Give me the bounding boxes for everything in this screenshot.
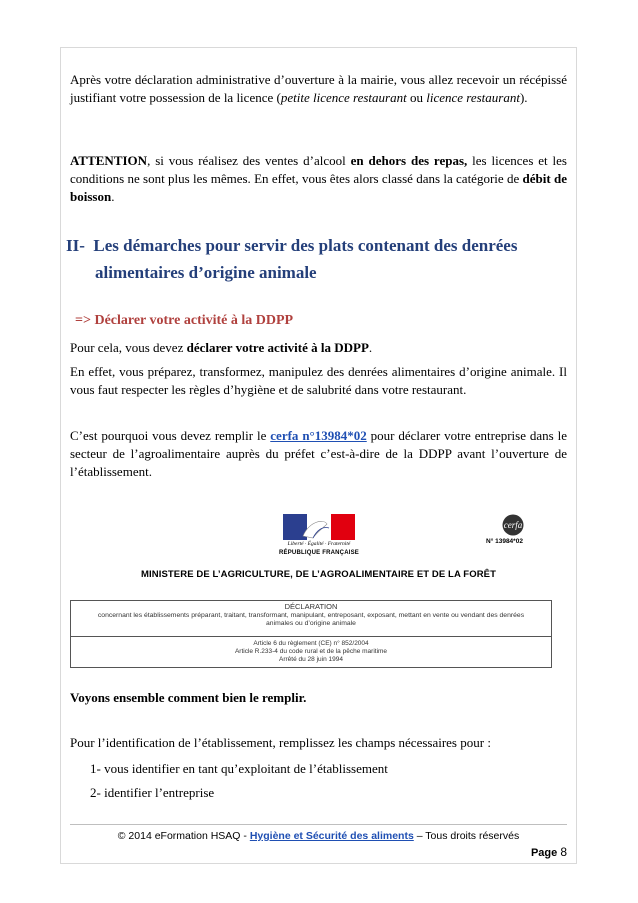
cerfa-logo-text: cerfa (503, 520, 523, 530)
footer-link[interactable]: Hygiène et Sécurité des aliments (249, 830, 414, 842)
page-number: Page 8 (530, 845, 567, 859)
declaration-box (70, 600, 552, 637)
regulation-line-3: Arrêté du 28 juin 1994 (279, 656, 343, 663)
regulation-line-2: Article R.233-4 du code rural et de la pêche maritime (234, 648, 388, 655)
declaration-description: concernant les établissements préparant, traitant, transformant, manipulant, entreposant, exposant, mettant en vente ou vendant des denrées (97, 611, 525, 619)
ministere-title: MINISTERE DE L’AGRICULTURE, DE L’AGROALIMENTAIRE ET DE LA FORÊT (141, 569, 496, 580)
footer-divider (70, 824, 567, 825)
cerfa-logo (498, 514, 528, 536)
declaration-title: DÉCLARATION (284, 602, 338, 611)
devise-text: Liberté · Égalité · Fraternité (287, 541, 351, 547)
section-heading-line2: alimentaires d’origine animale (95, 263, 317, 282)
footer-copyright: © 2014 eFormation HSAQ - Hygiène et Sécurité des aliments – Tous droits réservés (117, 830, 520, 842)
marianne-logo (279, 514, 360, 560)
paragraph-cerfa: C’est pourquoi vous devez remplir le cerfa n°13984*02 pour déclarer votre entreprise dans le secteur de l’agroalimentaire auprès du préfet c’est-à-dire de la DDPP avant l’ouverture de l’établissement. (70, 428, 567, 479)
subheading-declare-ddpp: => Déclarer votre activité à la DDPP (75, 313, 294, 328)
cerfa-number: N° 13984*02 (486, 538, 523, 545)
paragraph-identification: Pour l’identification de l’établissement, remplissez les champs nécessaires pour : (70, 735, 491, 750)
list-item: 1- vous identifier en tant qu’exploitant de l’établissement (90, 761, 388, 776)
cerfa-link[interactable]: cerfa n°13984*02 (270, 428, 367, 443)
paragraph-en-effet: En effet, vous préparez, transformez, manipulez des denrées alimentaires d’origine animale. Il vous faut respecter les règles d’hygiène et de salubrité dans votre restaurant. (70, 364, 567, 397)
declaration-description-2: animales ou d’origine animale (266, 620, 356, 627)
republique-francaise-text: RÉPUBLIQUE FRANÇAISE (279, 550, 360, 556)
paragraph-voyons: Voyons ensemble comment bien le remplir. (70, 690, 307, 705)
section-number: II- (66, 236, 85, 255)
paragraph-attention: ATTENTION, si vous réalisez des ventes d’alcool en dehors des repas, les licences et les conditions ne sont plus les mêmes. En effet, vous êtes alors classé dans la catégorie de débit de boisson. (70, 153, 568, 204)
regulation-line-1: Article 6 du règlement (CE) n° 852/2004 (253, 640, 369, 647)
list-item: 2- identifier l’entreprise (90, 785, 215, 800)
regulation-box (70, 636, 552, 668)
paragraph-pour-cela: Pour cela, vous devez déclarer votre activité à la DDPP. (70, 340, 373, 355)
section-heading: II- Les démarches pour servir des plats contenant des denrées (66, 236, 518, 255)
paragraph-licence-receipt: Après votre déclaration administrative d’ouverture à la mairie, vous allez recevoir un récépissé justifiant votre possession de la licence (petite licence restaurant ou licence restaurant). (70, 72, 567, 105)
